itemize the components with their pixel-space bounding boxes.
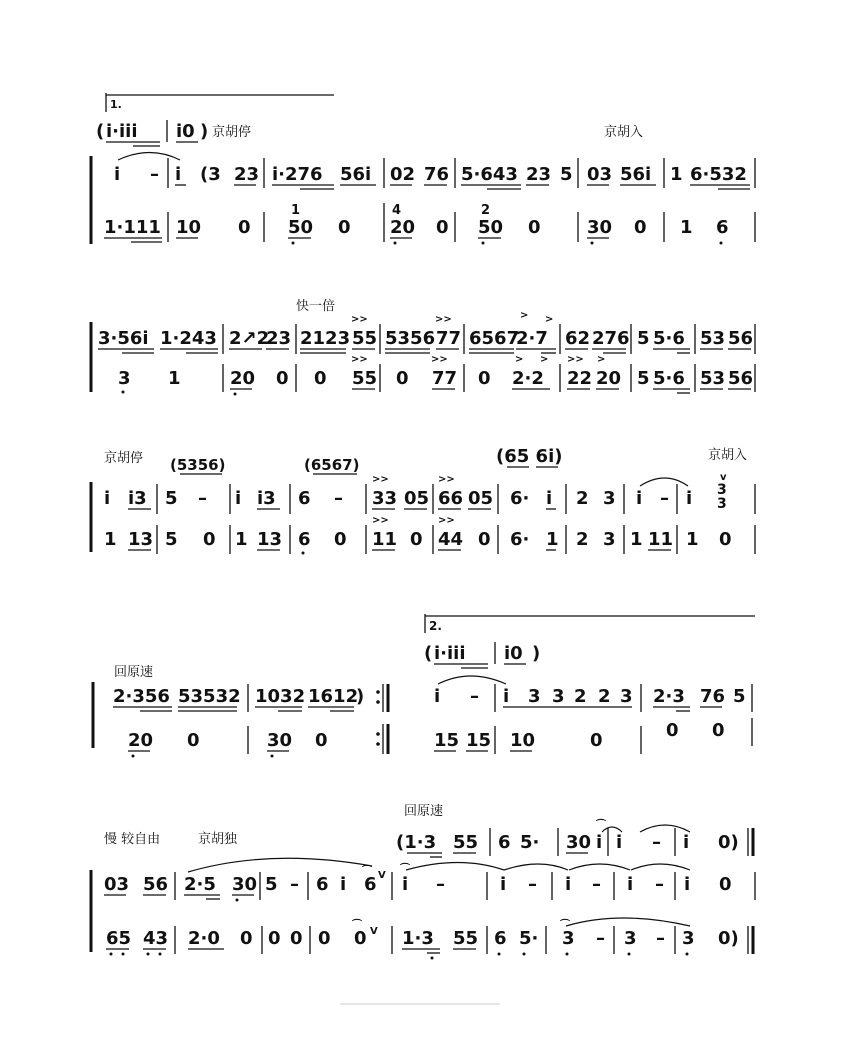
system-4-bottom-staff: [128, 718, 752, 758]
svg-text:0): 0): [718, 928, 739, 949]
svg-text:55: 55: [453, 928, 479, 949]
svg-text:11: 11: [372, 529, 398, 550]
svg-text:>>: >>: [431, 354, 448, 365]
bracket-line-4: [424, 642, 540, 668]
svg-text:2·0: 2·0: [188, 928, 220, 949]
svg-text:62: 62: [565, 328, 591, 349]
svg-text:02: 02: [390, 164, 416, 185]
svg-text:1·111: 1·111: [104, 217, 161, 238]
svg-text:1: 1: [680, 217, 693, 238]
svg-text:>: >: [597, 354, 606, 365]
svg-text:53: 53: [700, 368, 726, 389]
svg-text:i: i: [500, 874, 507, 895]
system-2-top-staff: [98, 310, 755, 354]
svg-text:3: 3: [552, 686, 565, 707]
svg-text:2: 2: [598, 686, 611, 707]
svg-text:6·: 6·: [510, 488, 530, 509]
svg-text:>: >: [540, 354, 549, 365]
svg-text:0: 0: [528, 217, 541, 238]
volta-1-label: 1.: [110, 98, 122, 111]
svg-text:): ): [532, 643, 541, 664]
svg-text:6·532: 6·532: [690, 164, 747, 185]
svg-text:>>: >>: [372, 474, 389, 485]
annotation-tempo-return-4: 回原速: [114, 665, 154, 680]
svg-text:2: 2: [481, 203, 491, 218]
svg-text:0: 0: [634, 217, 647, 238]
svg-text:77: 77: [432, 368, 458, 389]
svg-text:1: 1: [630, 529, 643, 550]
system-5-bottom-staff: [106, 918, 753, 960]
svg-text:0: 0: [354, 928, 367, 949]
svg-text:>>: >>: [372, 515, 389, 526]
annotation-slow-free: 慢 较自由: [104, 832, 161, 847]
volta-2: [425, 614, 755, 633]
svg-text:6: 6: [298, 529, 311, 550]
svg-text:0: 0: [268, 928, 281, 949]
svg-text:0: 0: [314, 368, 327, 389]
svg-text:1032: 1032: [255, 686, 306, 707]
svg-text:6·: 6·: [510, 529, 530, 550]
svg-text:0: 0: [315, 730, 328, 751]
svg-text:10: 10: [176, 217, 202, 238]
svg-text:5: 5: [165, 488, 178, 509]
svg-text:i: i: [114, 164, 121, 185]
svg-text:i: i: [235, 488, 242, 509]
svg-text:43: 43: [143, 928, 169, 949]
svg-text:(: (: [424, 643, 433, 664]
svg-text:–: –: [656, 928, 665, 949]
svg-text:i0: i0: [504, 643, 523, 664]
svg-text:0: 0: [240, 928, 253, 949]
svg-text:3: 3: [562, 928, 575, 949]
svg-text:3: 3: [717, 496, 727, 512]
svg-text:22: 22: [567, 368, 593, 389]
bracket-line-5: [396, 818, 753, 857]
svg-text:5: 5: [637, 368, 650, 389]
svg-text:20: 20: [230, 368, 256, 389]
bracket-65-6i: (65 6i): [496, 446, 563, 467]
svg-text:i: i: [683, 832, 690, 853]
svg-text:5: 5: [165, 529, 178, 550]
svg-text:3: 3: [118, 368, 131, 389]
svg-text:i: i: [434, 686, 441, 707]
svg-text:2: 2: [574, 686, 587, 707]
svg-text:i3: i3: [257, 488, 276, 509]
svg-text:2·5: 2·5: [184, 874, 216, 895]
svg-text:–: –: [470, 686, 479, 707]
svg-text:0: 0: [712, 720, 725, 741]
svg-text:50: 50: [288, 217, 314, 238]
svg-text:>: >: [520, 310, 529, 321]
svg-text:55: 55: [352, 368, 378, 389]
svg-text:05: 05: [468, 488, 494, 509]
system-3-bottom-staff: [104, 515, 755, 555]
svg-text:–: –: [592, 874, 601, 895]
annotation-double-speed: 快一倍: [296, 299, 336, 314]
svg-text:5: 5: [637, 328, 650, 349]
svg-text:33: 33: [372, 488, 398, 509]
svg-text:i: i: [503, 686, 510, 707]
svg-text:20: 20: [390, 217, 416, 238]
svg-text:53532: 53532: [178, 686, 241, 707]
svg-text:276: 276: [592, 328, 630, 349]
svg-text:10: 10: [510, 730, 536, 751]
svg-text:1: 1: [546, 529, 559, 550]
svg-text:i: i: [616, 832, 623, 853]
svg-text:0): 0): [718, 832, 739, 853]
svg-text:–: –: [334, 488, 343, 509]
svg-text:⌒: ⌒: [560, 920, 570, 931]
svg-text:13: 13: [257, 529, 283, 550]
annotation-jinghu-enter-1: 京胡入: [604, 125, 644, 140]
svg-text:2123: 2123: [300, 328, 351, 349]
svg-text:3: 3: [682, 928, 695, 949]
svg-text:0: 0: [338, 217, 351, 238]
svg-text:5: 5: [733, 686, 746, 707]
svg-text:–: –: [528, 874, 537, 895]
annotation-jinghu-enter-3: 京胡入: [708, 448, 748, 463]
svg-text:V: V: [378, 870, 386, 881]
svg-text:1: 1: [291, 203, 301, 218]
svg-text:i·iii: i·iii: [434, 643, 466, 664]
svg-text:1: 1: [235, 529, 248, 550]
svg-text:i: i: [175, 164, 182, 185]
svg-text:>: >: [515, 354, 524, 365]
svg-text:>>: >>: [438, 515, 455, 526]
svg-text:6: 6: [716, 217, 729, 238]
svg-text:20: 20: [596, 368, 622, 389]
svg-text:56: 56: [728, 368, 754, 389]
svg-text:0: 0: [396, 368, 409, 389]
svg-text:0: 0: [276, 368, 289, 389]
svg-text:v: v: [720, 472, 727, 483]
svg-text:>>: >>: [435, 314, 452, 325]
svg-text:23: 23: [266, 328, 292, 349]
svg-text:3: 3: [603, 529, 616, 550]
svg-text:20: 20: [128, 730, 154, 751]
svg-text:2·7: 2·7: [516, 328, 548, 349]
svg-text:0: 0: [478, 529, 491, 550]
svg-text:13: 13: [128, 529, 154, 550]
svg-text:50: 50: [478, 217, 504, 238]
svg-text:i: i: [684, 874, 691, 895]
system-1-top-staff: [114, 153, 755, 190]
svg-text:2↗2: 2↗2: [229, 328, 270, 349]
svg-text:i: i: [565, 874, 572, 895]
svg-text:5·: 5·: [519, 928, 539, 949]
volta-2-label: 2.: [429, 619, 442, 633]
svg-text:i: i: [636, 488, 643, 509]
svg-text:23: 23: [526, 164, 552, 185]
system-5-top-staff: [104, 858, 755, 901]
svg-text:i: i: [627, 874, 634, 895]
svg-text:5·643: 5·643: [461, 164, 518, 185]
svg-text:6: 6: [298, 488, 311, 509]
svg-text:0: 0: [436, 217, 449, 238]
svg-text:0: 0: [590, 730, 603, 751]
svg-text:>>: >>: [351, 354, 368, 365]
svg-text:56i: 56i: [620, 164, 652, 185]
svg-text:6: 6: [364, 874, 377, 895]
svg-text:56: 56: [143, 874, 169, 895]
svg-text:30: 30: [566, 832, 592, 853]
svg-text:2·2: 2·2: [512, 368, 544, 389]
svg-text:1·3: 1·3: [402, 928, 434, 949]
svg-text:0: 0: [187, 730, 200, 751]
svg-text:5·: 5·: [520, 832, 540, 853]
svg-text:2: 2: [576, 529, 589, 550]
svg-text:i: i: [546, 488, 553, 509]
svg-text:76: 76: [700, 686, 726, 707]
svg-text:⌒: ⌒: [400, 864, 410, 875]
svg-text:6: 6: [498, 832, 511, 853]
svg-text:3: 3: [620, 686, 633, 707]
svg-text:66: 66: [438, 488, 464, 509]
svg-text:0: 0: [478, 368, 491, 389]
svg-text:5356: 5356: [385, 328, 436, 349]
bracket-5356: (5356): [170, 456, 226, 474]
svg-text:6: 6: [494, 928, 507, 949]
svg-text:–: –: [660, 488, 669, 509]
annotation-jinghu-stop-1: 京胡停: [212, 125, 252, 140]
svg-text:15: 15: [434, 730, 460, 751]
svg-text:53: 53: [700, 328, 726, 349]
svg-text:5: 5: [265, 874, 278, 895]
svg-text:1: 1: [104, 529, 117, 550]
svg-text:): ): [356, 686, 365, 707]
svg-text:05: 05: [404, 488, 430, 509]
svg-text:V: V: [370, 926, 378, 937]
svg-text:5·6: 5·6: [653, 368, 685, 389]
svg-text:i: i: [340, 874, 347, 895]
svg-text:–: –: [655, 874, 664, 895]
svg-text:(: (: [96, 121, 105, 142]
svg-text:i·276: i·276: [272, 164, 323, 185]
svg-text:–: –: [198, 488, 207, 509]
svg-text:i: i: [686, 488, 693, 509]
svg-text:30: 30: [267, 730, 293, 751]
svg-text:3·56i: 3·56i: [98, 328, 149, 349]
annotation-tempo-return-5: 回原速: [404, 804, 444, 819]
volta-1: [106, 93, 334, 112]
system-3-top-staff: [104, 472, 755, 514]
svg-text:>: >: [545, 314, 554, 325]
system-1-bottom-staff: [104, 203, 755, 245]
svg-text:77: 77: [436, 328, 462, 349]
svg-text:55: 55: [352, 328, 378, 349]
svg-text:0: 0: [238, 217, 251, 238]
svg-text:56: 56: [728, 328, 754, 349]
svg-text:3: 3: [624, 928, 637, 949]
svg-text:0: 0: [334, 529, 347, 550]
svg-text:–: –: [436, 874, 445, 895]
svg-text:4: 4: [392, 203, 402, 218]
svg-text:i: i: [596, 832, 603, 853]
svg-text:2: 2: [576, 488, 589, 509]
system-4-top-staff: [113, 676, 752, 712]
svg-text:i: i: [104, 488, 111, 509]
svg-text:1: 1: [670, 164, 683, 185]
svg-text:0: 0: [290, 928, 303, 949]
svg-text:65: 65: [106, 928, 132, 949]
bracket-6567: (6567): [304, 456, 360, 474]
svg-text:0: 0: [719, 874, 732, 895]
svg-text:55: 55: [453, 832, 479, 853]
svg-text:15: 15: [466, 730, 492, 751]
svg-text:⌒: ⌒: [596, 820, 606, 831]
svg-text:–: –: [150, 164, 159, 185]
svg-text:i: i: [402, 874, 409, 895]
svg-text:56i: 56i: [340, 164, 372, 185]
svg-text:3: 3: [603, 488, 616, 509]
svg-text:0: 0: [410, 529, 423, 550]
svg-text:2·3: 2·3: [653, 686, 685, 707]
svg-text:30: 30: [232, 874, 258, 895]
svg-text:0: 0: [719, 529, 732, 550]
svg-text:1·243: 1·243: [160, 328, 217, 349]
svg-text:3: 3: [528, 686, 541, 707]
svg-text:i0: i0: [176, 121, 195, 142]
svg-text:–: –: [652, 832, 661, 853]
svg-text:03: 03: [104, 874, 130, 895]
svg-text:): ): [200, 121, 209, 142]
svg-text:⌒: ⌒: [352, 920, 362, 931]
svg-text:(1·3: (1·3: [396, 832, 437, 853]
svg-text:0: 0: [666, 720, 679, 741]
svg-text:i·iii: i·iii: [106, 121, 138, 142]
bracket-line-1: [96, 120, 208, 146]
svg-text:30: 30: [587, 217, 613, 238]
svg-text:(3: (3: [200, 164, 221, 185]
svg-text:0: 0: [203, 529, 216, 550]
svg-text:–: –: [596, 928, 605, 949]
annotation-jinghu-stop-3: 京胡停: [104, 451, 144, 466]
svg-text:44: 44: [438, 529, 464, 550]
svg-text:>>: >>: [351, 314, 368, 325]
system-2-bottom-staff: [118, 354, 755, 396]
svg-text:1: 1: [168, 368, 181, 389]
svg-text:5·6: 5·6: [653, 328, 685, 349]
svg-text:3: 3: [717, 482, 727, 498]
svg-text:5: 5: [560, 164, 573, 185]
svg-text:23: 23: [234, 164, 260, 185]
svg-text:76: 76: [424, 164, 450, 185]
svg-text:6567: 6567: [469, 328, 520, 349]
svg-text:i3: i3: [128, 488, 147, 509]
svg-text:1: 1: [686, 529, 699, 550]
svg-text:>>: >>: [438, 474, 455, 485]
annotation-jinghu-solo: 京胡独: [198, 832, 238, 847]
svg-text:11: 11: [648, 529, 674, 550]
svg-text:1612: 1612: [308, 686, 359, 707]
svg-text:0: 0: [318, 928, 331, 949]
svg-text:2·356: 2·356: [113, 686, 170, 707]
svg-text:03: 03: [587, 164, 613, 185]
svg-text:⌒: ⌒: [362, 866, 372, 877]
svg-text:–: –: [290, 874, 299, 895]
svg-text:6: 6: [316, 874, 329, 895]
svg-text:>>: >>: [567, 354, 584, 365]
